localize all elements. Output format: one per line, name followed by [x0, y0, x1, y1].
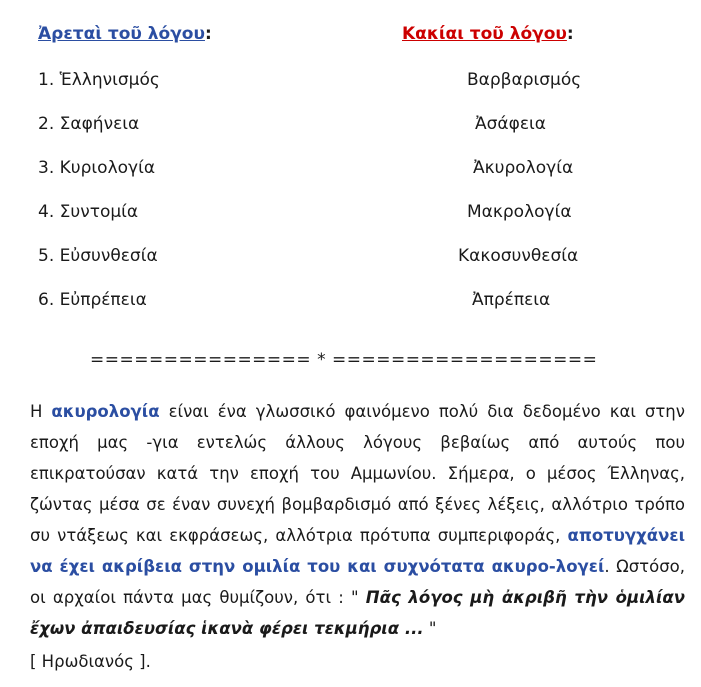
- virtue-entry: [38, 70, 160, 90]
- virtue-label: Εὐπρέπεια: [59, 290, 147, 310]
- vice-label: Μακρολογία: [467, 202, 572, 222]
- vice-label: Κακοσυνθεσία: [458, 246, 579, 266]
- virtue-label: Συντομία: [59, 202, 139, 222]
- virtues-heading-colon: :: [204, 24, 212, 44]
- virtue-entry: [38, 114, 139, 134]
- virtue-entry: [38, 158, 155, 178]
- virtue-entry: [38, 246, 158, 266]
- virtue-entry: [38, 202, 138, 222]
- vices-heading-link[interactable]: Κακίαι τοῦ λόγου: [402, 24, 567, 44]
- virtue-number: 4.: [38, 202, 55, 222]
- vice-label: Βαρβαρισμός: [467, 70, 582, 90]
- virtue-label: Σαφήνεια: [59, 114, 140, 134]
- list-item: [30, 290, 683, 334]
- virtues-heading: [38, 24, 212, 44]
- vice-label: Ἀσάφεια: [475, 114, 546, 134]
- list-item: [30, 114, 683, 158]
- list-item: [30, 202, 683, 246]
- virtue-number: 2.: [38, 114, 55, 134]
- vices-heading: [402, 24, 574, 44]
- virtue-entry: [38, 290, 147, 310]
- vice-label: Ἀπρέπεια: [472, 290, 551, 310]
- section-divider: =============== * ==================: [90, 350, 598, 370]
- paragraph-text-1: Η: [30, 402, 52, 421]
- virtues-heading-link[interactable]: Ἀρεταὶ τοῦ λόγου: [38, 24, 205, 44]
- ancient-quote: Πᾶς λόγος μὴ ἀκριβῆ τὴν ὁμιλίαν ἔχων ἀπαιδευσίας ἱκανὰ φέρει τεκμήρια ...: [30, 588, 685, 638]
- vices-heading-colon: :: [566, 24, 574, 44]
- quote-source: [ Ηρωδιανός ].: [30, 652, 151, 671]
- list-item: [30, 246, 683, 290]
- virtue-number: 6.: [38, 290, 55, 310]
- virtue-number: 3.: [38, 158, 55, 178]
- virtue-number: 1.: [38, 70, 55, 90]
- paragraph-highlight-akyrologia: ακυρολογία: [51, 402, 160, 421]
- list-item: [30, 70, 683, 114]
- virtue-label: Ἑλληνισμός: [59, 70, 160, 90]
- vice-label: Ἀκυρολογία: [473, 158, 574, 178]
- paragraph-text-4: ": [423, 619, 437, 638]
- paragraph-text-2: είναι ένα γλωσσικό φαινόμενο πολύ δια δεδομένο και στην εποχή μας -για εντελώς άλλους λόγους βεβαίως από αυτούς που επικρατούσαν κατά την εποχή του Αμμωνίου. Σήμερα, ο μέσος Έλληνας, ζώντας μέσα σε έναν συνεχή βομβαρδισμό από ξένες λέξεις, αλλότριο τρόπο συ ντάξεως και εκφράσεως, αλλότρια πρότυπα συμπεριφοράς,: [30, 402, 685, 545]
- paragraph-text-3: . Ωστόσο, οι αρχαίοι πάντα μας θυμίζουν, ότι : ": [30, 557, 685, 607]
- headings-row: [30, 24, 683, 58]
- virtue-label: Κυριολογία: [59, 158, 156, 178]
- list-item: [30, 158, 683, 202]
- paragraph-highlight-conclusion: αποτυγχάνει να έχει ακρίβεια στην ομιλία του και συχνότατα ακυρο-λογεί: [30, 526, 685, 576]
- virtue-number: 5.: [38, 246, 55, 266]
- body-paragraph: [30, 396, 685, 677]
- virtue-label: Εὐσυνθεσία: [59, 246, 158, 266]
- virtue-vice-list: [30, 70, 683, 334]
